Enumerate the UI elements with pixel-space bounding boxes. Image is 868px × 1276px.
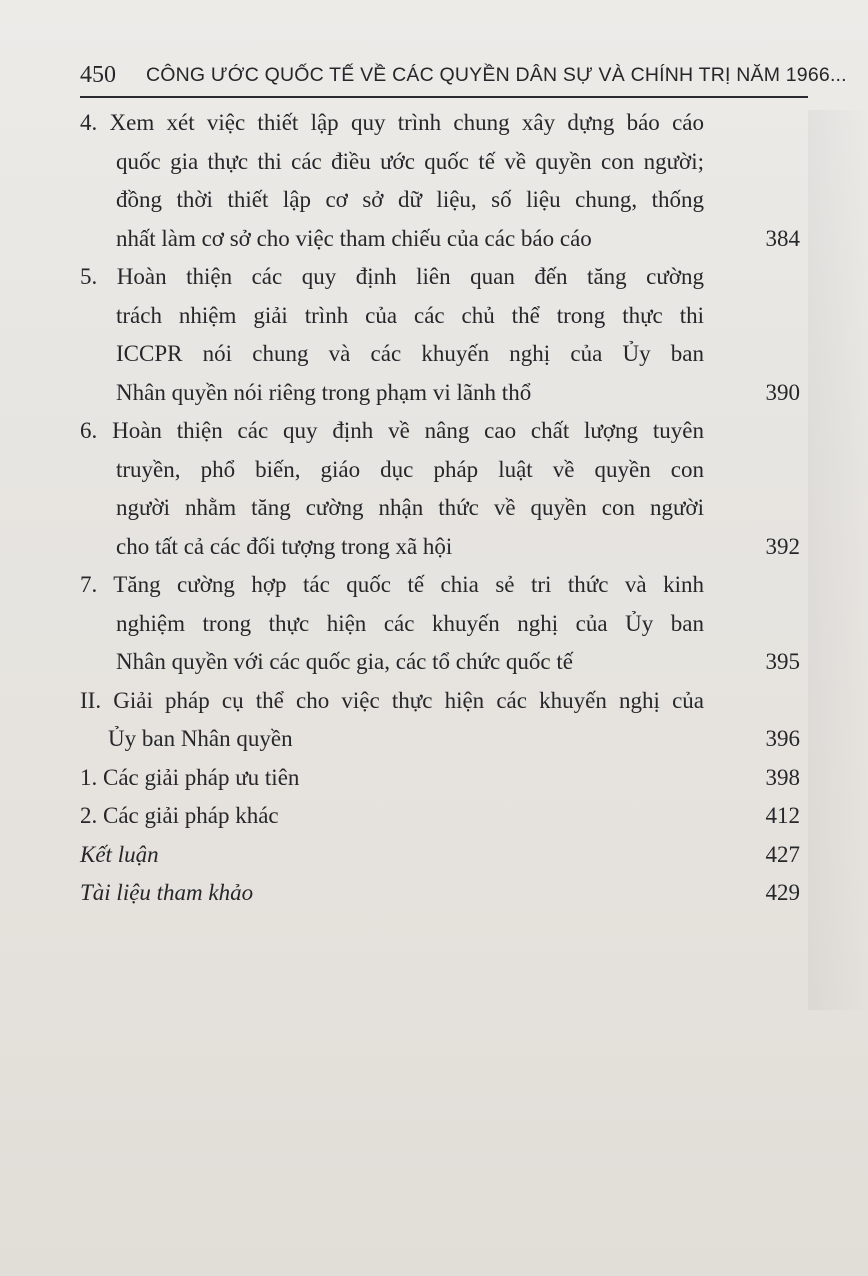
toc-page-number: 412 — [765, 803, 800, 828]
toc-entry-line: Kết luận — [80, 841, 159, 867]
toc-entry-line: 5. Hoàn thiện các quy định liên quan đến tăng cường — [80, 264, 704, 289]
toc-entry — [80, 566, 808, 682]
toc-entry — [80, 797, 808, 836]
toc-entry-line: ICCPR nói chung và các khuyến nghị của Ủy ban — [116, 341, 704, 366]
toc-entry-line: Tài liệu tham khảo — [80, 880, 254, 905]
toc-entry-line: người nhằm tăng cường nhận thức về quyền con người — [116, 495, 704, 520]
toc-entry-line: 4. Xem xét việc thiết lập quy trình chung xây dựng báo cáo — [80, 110, 704, 135]
toc-entry-line: Nhân quyền với các quốc gia, các tổ chức quốc tế — [116, 649, 573, 674]
running-title: CÔNG ƯỚC QUỐC TẾ VỀ CÁC QUYỀN DÂN SỰ VÀ CHÍNH TRỊ NĂM 1966... — [146, 64, 847, 86]
toc-page-number: 395 — [765, 649, 800, 674]
toc-page-number: 396 — [765, 726, 800, 751]
toc-page-number: 398 — [765, 764, 800, 790]
toc-entry-line: 1. Các giải pháp ưu tiên — [80, 764, 300, 790]
toc-entry-line: Nhân quyền nói riêng trong phạm vi lãnh thổ — [116, 379, 532, 405]
toc-entry — [80, 412, 808, 566]
toc-page-number: 429 — [765, 880, 800, 905]
toc-entry-line: II. Giải pháp cụ thể cho việc thực hiện các khuyến nghị của — [80, 687, 704, 713]
toc-entry-line: nghiệm trong thực hiện các khuyến nghị của Ủy ban — [116, 610, 704, 636]
toc-page-number: 384 — [765, 225, 800, 251]
toc-page-number: 427 — [765, 841, 800, 867]
toc-entry-line: truyền, phổ biến, giáo dục pháp luật về quyền con — [116, 456, 704, 482]
toc-entry-line: 7. Tăng cường hợp tác quốc tế chia sẻ tri thức và kinh — [80, 572, 704, 597]
toc-entry-line: quốc gia thực thi các điều ước quốc tế về quyền con người; — [116, 148, 704, 174]
toc-entry-conclusion — [80, 836, 808, 875]
toc-entry-line: cho tất cả các đối tượng trong xã hội — [116, 533, 453, 559]
toc-entry-line: nhất làm cơ sở cho việc tham chiếu của các báo cáo — [116, 225, 592, 251]
toc-entry-references — [80, 874, 808, 913]
bleed-through-shadow — [808, 110, 868, 1010]
toc-entry-line: trách nhiệm giải trình của các chủ thể trong thực thi — [116, 302, 704, 328]
toc-section-entry — [80, 682, 808, 759]
toc-entry-line: đồng thời thiết lập cơ sở dữ liệu, số liệu chung, thống — [116, 187, 704, 212]
toc-entry-line: 6. Hoàn thiện các quy định về nâng cao chất lượng tuyên — [80, 418, 704, 443]
toc-entry-line: 2. Các giải pháp khác — [80, 803, 279, 828]
toc-entry — [80, 104, 808, 258]
toc-entry — [80, 258, 808, 412]
toc-entry-line: Ủy ban Nhân quyền — [108, 726, 293, 751]
running-header — [80, 56, 847, 98]
table-of-contents — [80, 104, 808, 913]
toc-entry — [80, 759, 808, 798]
toc-page-number: 392 — [765, 533, 800, 559]
page-number: 450 — [80, 62, 116, 88]
toc-page-number: 390 — [765, 379, 800, 405]
